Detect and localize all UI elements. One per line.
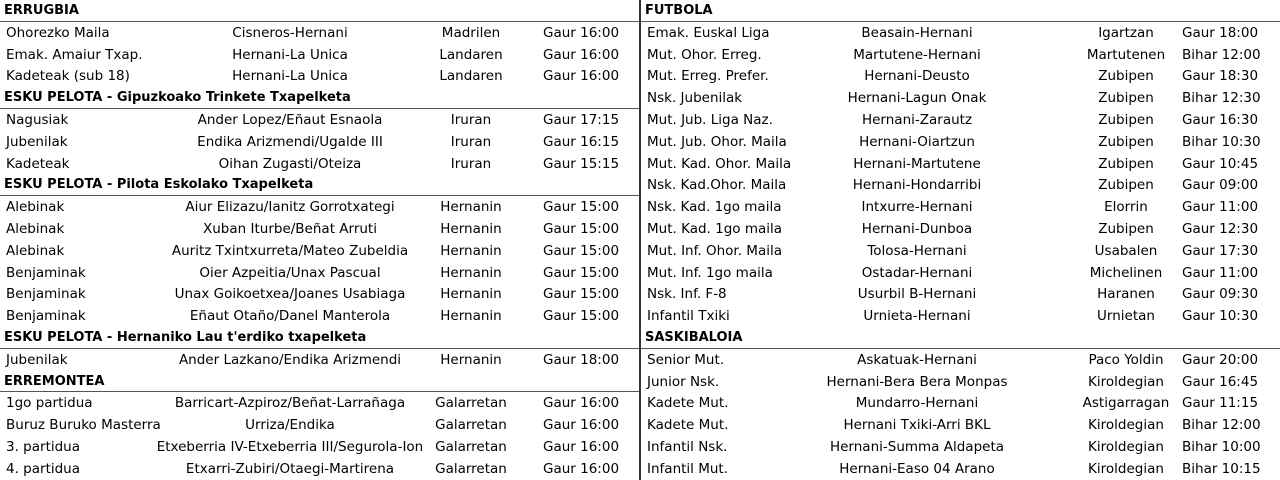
category-cell: Alebinak xyxy=(6,242,65,259)
match-row xyxy=(0,262,639,284)
venue-cell: Kiroldegian xyxy=(1088,373,1164,390)
match-row xyxy=(641,305,1280,327)
sport-section xyxy=(0,174,639,327)
time-cell: Gaur 11:00 xyxy=(1182,264,1259,281)
venue-cell: Elorrin xyxy=(1104,199,1148,216)
match-cell: Usurbil B-Hernani xyxy=(857,286,977,303)
match-cell: Oier Azpeitia/Unax Pascual xyxy=(199,264,381,281)
category-cell: Kadeteak xyxy=(6,155,70,172)
time-cell: Bihar 10:15 xyxy=(1182,460,1261,477)
time-cell: Gaur 11:15 xyxy=(1182,395,1259,412)
match-row xyxy=(0,44,639,66)
match-row xyxy=(641,196,1280,218)
match-row xyxy=(0,22,639,44)
match-cell: Hernani-Deusto xyxy=(864,68,970,85)
match-row xyxy=(641,174,1280,196)
match-cell: Cisneros-Hernani xyxy=(232,24,348,41)
venue-cell: Hernanin xyxy=(440,220,502,237)
venue-cell: Landaren xyxy=(439,46,503,63)
venue-cell: Kiroldegian xyxy=(1088,438,1164,455)
section-title: FUTBOLA xyxy=(641,0,1280,22)
match-row xyxy=(0,436,639,458)
match-cell: Ander Lazkano/Endika Arizmendi xyxy=(178,351,402,368)
match-cell: Etxarri-Zubiri/Otaegi-Martirena xyxy=(185,460,395,477)
match-row xyxy=(0,240,639,262)
section-title: ESKU PELOTA - Gipuzkoako Trinkete Txapelketa xyxy=(0,87,639,109)
match-cell: Intxurre-Hernani xyxy=(861,199,973,216)
match-row xyxy=(0,131,639,153)
match-cell: Hernani-La Unica xyxy=(232,68,348,85)
match-cell: Hernani-Oiartzun xyxy=(859,133,975,150)
match-cell: Beasain-Hernani xyxy=(861,24,973,41)
venue-cell: Usabalen xyxy=(1094,242,1158,259)
match-cell: Unax Goikoetxea/Joanes Usabiaga xyxy=(174,286,406,303)
venue-cell: Zubipen xyxy=(1098,111,1154,128)
venue-cell: Urnietan xyxy=(1097,308,1155,325)
category-cell: 4. partidua xyxy=(6,460,81,477)
match-cell: Martutene-Hernani xyxy=(853,46,981,63)
time-cell: Gaur 16:15 xyxy=(543,133,620,150)
match-cell: Mundarro-Hernani xyxy=(855,395,979,412)
time-cell: Gaur 17:30 xyxy=(1182,242,1259,259)
time-cell: Gaur 16:30 xyxy=(1182,111,1259,128)
sport-section xyxy=(641,327,1280,480)
category-cell: Buruz Buruko Masterra xyxy=(6,417,161,434)
venue-cell: Astigarragan xyxy=(1082,395,1170,412)
category-cell: Mut. Inf. Ohor. Maila xyxy=(647,242,782,259)
venue-cell: Paco Yoldin xyxy=(1088,351,1164,368)
venue-cell: Hernanin xyxy=(440,242,502,259)
category-cell: Nsk. Kad. 1go maila xyxy=(647,199,782,216)
match-cell: Hernani-Zarautz xyxy=(861,111,973,128)
match-row xyxy=(0,305,639,327)
match-row xyxy=(641,262,1280,284)
venue-cell: Hernanin xyxy=(440,308,502,325)
match-row xyxy=(641,65,1280,87)
time-cell: Gaur 15:00 xyxy=(543,286,620,303)
category-cell: Nsk. Jubenilak xyxy=(647,90,743,107)
venue-cell: Zubipen xyxy=(1098,133,1154,150)
category-cell: Emak. Euskal Liga xyxy=(647,24,770,41)
category-cell: 3. partidua xyxy=(6,438,81,455)
venue-cell: Galarretan xyxy=(435,395,507,412)
time-cell: Gaur 18:00 xyxy=(1182,24,1259,41)
time-cell: Gaur 20:00 xyxy=(1182,351,1259,368)
match-row xyxy=(0,349,639,371)
section-title: SASKIBALOIA xyxy=(641,327,1280,349)
time-cell: Gaur 11:00 xyxy=(1182,199,1259,216)
time-cell: Gaur 15:00 xyxy=(543,242,620,259)
time-cell: Bihar 12:00 xyxy=(1182,46,1261,63)
match-cell: Ostadar-Hernani xyxy=(861,264,973,281)
time-cell: Gaur 15:15 xyxy=(543,155,620,172)
category-cell: Alebinak xyxy=(6,220,65,237)
sport-section xyxy=(0,87,639,174)
match-cell: Hernani Txiki-Arri BKL xyxy=(843,417,991,434)
category-cell: Infantil Txiki xyxy=(647,308,730,325)
category-cell: Benjaminak xyxy=(6,264,86,281)
match-row xyxy=(0,109,639,131)
category-cell: Mut. Ohor. Erreg. xyxy=(647,46,762,63)
time-cell: Gaur 16:00 xyxy=(543,395,620,412)
match-row xyxy=(0,414,639,436)
category-cell: Jubenilak xyxy=(6,133,68,150)
venue-cell: Michelinen xyxy=(1089,264,1163,281)
match-row xyxy=(0,283,639,305)
sport-section xyxy=(0,327,639,371)
time-cell: Gaur 15:00 xyxy=(543,308,620,325)
time-cell: Gaur 10:45 xyxy=(1182,155,1259,172)
time-cell: Gaur 15:00 xyxy=(543,220,620,237)
match-row xyxy=(641,87,1280,109)
venue-cell: Galarretan xyxy=(435,460,507,477)
category-cell: Senior Mut. xyxy=(647,351,725,368)
time-cell: Bihar 12:00 xyxy=(1182,417,1261,434)
venue-cell: Zubipen xyxy=(1098,68,1154,85)
right-schedule-column xyxy=(641,0,1280,480)
time-cell: Gaur 09:00 xyxy=(1182,177,1259,194)
venue-cell: Hernanin xyxy=(440,199,502,216)
time-cell: Gaur 15:00 xyxy=(543,264,620,281)
venue-cell: Hernanin xyxy=(440,264,502,281)
category-cell: Mut. Erreg. Prefer. xyxy=(647,68,769,85)
match-cell: Hernani-Dunboa xyxy=(861,220,973,237)
match-cell: Oihan Zugasti/Oteiza xyxy=(218,155,362,172)
venue-cell: Zubipen xyxy=(1098,220,1154,237)
category-cell: Benjaminak xyxy=(6,308,86,325)
match-cell: Urriza/Endika xyxy=(245,417,335,434)
match-row xyxy=(641,392,1280,414)
match-cell: Etxeberria IV-Etxeberria III/Segurola-Ion xyxy=(156,438,424,455)
match-row xyxy=(641,22,1280,44)
match-row xyxy=(641,240,1280,262)
match-row xyxy=(641,44,1280,66)
time-cell: Gaur 16:00 xyxy=(543,460,620,477)
match-row xyxy=(0,392,639,414)
venue-cell: Galarretan xyxy=(435,438,507,455)
time-cell: Gaur 09:30 xyxy=(1182,286,1259,303)
time-cell: Gaur 10:30 xyxy=(1182,308,1259,325)
match-cell: Xuban Iturbe/Beñat Arruti xyxy=(203,220,377,237)
venue-cell: Igartzan xyxy=(1098,24,1154,41)
match-row xyxy=(0,218,639,240)
venue-cell: Iruran xyxy=(450,133,492,150)
match-cell: Askatuak-Hernani xyxy=(857,351,977,368)
category-cell: Mut. Jub. Ohor. Maila xyxy=(647,133,787,150)
match-cell: Hernani-Summa Aldapeta xyxy=(829,438,1005,455)
time-cell: Gaur 18:30 xyxy=(1182,68,1259,85)
left-schedule-column xyxy=(0,0,639,480)
category-cell: 1go partidua xyxy=(6,395,93,412)
match-cell: Barricart-Azpiroz/Beñat-Larrañaga xyxy=(174,395,406,412)
category-cell: Kadeteak (sub 18) xyxy=(6,68,130,85)
category-cell: Nsk. Kad.Ohor. Maila xyxy=(647,177,787,194)
category-cell: Junior Nsk. xyxy=(647,373,720,390)
match-row xyxy=(641,458,1280,480)
category-cell: Alebinak xyxy=(6,199,65,216)
category-cell: Mut. Inf. 1go maila xyxy=(647,264,773,281)
venue-cell: Iruran xyxy=(450,111,492,128)
time-cell: Gaur 18:00 xyxy=(543,351,620,368)
match-cell: Ander Lopez/Eñaut Esnaola xyxy=(197,111,383,128)
time-cell: Bihar 10:00 xyxy=(1182,438,1261,455)
time-cell: Bihar 10:30 xyxy=(1182,133,1261,150)
match-cell: Aiur Elizazu/Ianitz Gorrotxategi xyxy=(185,199,395,216)
match-cell: Hernani-Lagun Onak xyxy=(847,90,987,107)
match-cell: Hernani-La Unica xyxy=(232,46,348,63)
venue-cell: Zubipen xyxy=(1098,177,1154,194)
time-cell: Gaur 16:00 xyxy=(543,438,620,455)
match-row xyxy=(641,131,1280,153)
category-cell: Mut. Kad. Ohor. Maila xyxy=(647,155,792,172)
category-cell: Jubenilak xyxy=(6,351,68,368)
section-title: ERRUGBIA xyxy=(0,0,639,22)
time-cell: Gaur 16:45 xyxy=(1182,373,1259,390)
time-cell: Bihar 12:30 xyxy=(1182,90,1261,107)
match-row xyxy=(641,283,1280,305)
venue-cell: Landaren xyxy=(439,68,503,85)
match-row xyxy=(0,458,639,480)
venue-cell: Haranen xyxy=(1097,286,1155,303)
category-cell: Infantil Mut. xyxy=(647,460,728,477)
match-row xyxy=(641,371,1280,393)
match-cell: Tolosa-Hernani xyxy=(867,242,967,259)
match-row xyxy=(0,153,639,175)
time-cell: Gaur 17:15 xyxy=(543,111,620,128)
category-cell: Nsk. Inf. F-8 xyxy=(647,286,727,303)
venue-cell: Hernanin xyxy=(440,286,502,303)
venue-cell: Galarretan xyxy=(435,417,507,434)
match-row xyxy=(641,153,1280,175)
venue-cell: Madrilen xyxy=(441,24,501,41)
venue-cell: Zubipen xyxy=(1098,155,1154,172)
venue-cell: Hernanin xyxy=(440,351,502,368)
sport-section xyxy=(0,0,639,87)
match-row xyxy=(0,196,639,218)
time-cell: Gaur 16:00 xyxy=(543,68,620,85)
time-cell: Gaur 16:00 xyxy=(543,24,620,41)
match-cell: Urnieta-Hernani xyxy=(863,308,971,325)
match-cell: Hernani-Martutene xyxy=(853,155,981,172)
match-row xyxy=(641,436,1280,458)
sport-section xyxy=(641,0,1280,327)
match-row xyxy=(641,109,1280,131)
category-cell: Kadete Mut. xyxy=(647,417,729,434)
category-cell: Benjaminak xyxy=(6,286,86,303)
match-cell: Endika Arizmendi/Ugalde III xyxy=(197,133,383,150)
time-cell: Gaur 12:30 xyxy=(1182,220,1259,237)
venue-cell: Kiroldegian xyxy=(1088,460,1164,477)
match-row xyxy=(641,414,1280,436)
match-cell: Hernani-Bera Bera Monpas xyxy=(826,373,1008,390)
category-cell: Mut. Jub. Liga Naz. xyxy=(647,111,773,128)
venue-cell: Zubipen xyxy=(1098,90,1154,107)
match-row xyxy=(0,65,639,87)
match-row xyxy=(641,218,1280,240)
venue-cell: Kiroldegian xyxy=(1088,417,1164,434)
match-cell: Hernani-Easo 04 Arano xyxy=(839,460,995,477)
match-cell: Eñaut Otaño/Danel Manterola xyxy=(189,308,391,325)
match-cell: Hernani-Hondarribi xyxy=(852,177,982,194)
time-cell: Gaur 16:00 xyxy=(543,46,620,63)
category-cell: Infantil Nsk. xyxy=(647,438,728,455)
section-title: ESKU PELOTA - Pilota Eskolako Txapelketa xyxy=(0,174,639,196)
venue-cell: Iruran xyxy=(450,155,492,172)
category-cell: Mut. Kad. 1go maila xyxy=(647,220,783,237)
match-cell: Auritz Txintxurreta/Mateo Zubeldia xyxy=(171,242,409,259)
section-title: ESKU PELOTA - Hernaniko Lau t'erdiko txapelketa xyxy=(0,327,639,349)
category-cell: Emak. Amaiur Txap. xyxy=(6,46,143,63)
category-cell: Ohorezko Maila xyxy=(6,24,110,41)
sport-section xyxy=(0,371,639,480)
time-cell: Gaur 16:00 xyxy=(543,417,620,434)
venue-cell: Martutenen xyxy=(1086,46,1166,63)
category-cell: Kadete Mut. xyxy=(647,395,729,412)
category-cell: Nagusiak xyxy=(6,111,69,128)
section-title: ERREMONTEA xyxy=(0,371,639,393)
match-row xyxy=(641,349,1280,371)
time-cell: Gaur 15:00 xyxy=(543,199,620,216)
